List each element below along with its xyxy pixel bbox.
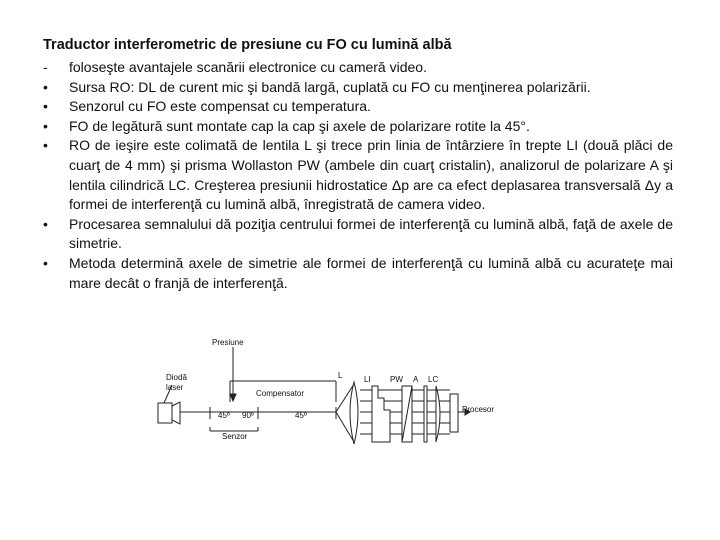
- camera-block: [450, 394, 458, 432]
- analyzer-label: A: [413, 375, 419, 384]
- pressure-arrowhead: [230, 394, 236, 401]
- list-item: [43, 58, 673, 78]
- list-item: [43, 215, 673, 254]
- delay-line-label: LI: [364, 375, 371, 384]
- lens-L-label: L: [338, 371, 343, 380]
- list-item: [43, 136, 673, 214]
- processor-label: Procesor: [462, 405, 495, 414]
- bullet-marker: •: [43, 98, 48, 115]
- delay-line-LI: [372, 386, 390, 442]
- list-item: [43, 254, 673, 293]
- list-item: [43, 117, 673, 137]
- laser-diode-block: [158, 403, 172, 423]
- page-title: Traductor interferometric de presiune cu FO cu lumină albă: [43, 37, 452, 53]
- angle-label-1: 45º: [218, 411, 230, 420]
- list-item-text: FO de legătură sunt montate cap la cap şi axele de polarizare rotite la 45°.: [69, 117, 530, 134]
- list-item-text: foloseşte avantajele scanării electronice cu cameră video.: [69, 59, 427, 75]
- bullet-marker: •: [43, 78, 48, 95]
- analyzer-A: [424, 386, 427, 442]
- laser-diode-taper: [172, 402, 180, 424]
- bullet-marker: •: [43, 215, 48, 232]
- lens-L: [350, 382, 358, 444]
- list-item: [43, 78, 673, 98]
- angle-label-2: 90º: [242, 411, 254, 420]
- list-item: [43, 97, 673, 117]
- list-item-text: Senzorul cu FO este compensat cu temperatura.: [69, 98, 371, 115]
- list-item-text: Procesarea semnalului dă poziţia centrului formei de interferenţă cu lumină albă, faţă de axele de simetrie.: [69, 215, 673, 252]
- laser-label-line1: Diodă: [166, 373, 187, 382]
- sensor-setup-diagram: [150, 330, 520, 450]
- list-item-text: Sursa RO: DL de curent mic şi bandă largă, cuplată cu FO cu menţinerea polarizării.: [69, 78, 591, 95]
- laser-label-line2: laser: [166, 383, 184, 392]
- bullet-marker: •: [43, 117, 48, 134]
- bullet-marker: •: [43, 254, 48, 271]
- list-item-text: Metoda determină axele de simetrie ale formei de interferenţă cu lumină albă cu acurateţe mai mare decât o franjă de interferenţă.: [69, 254, 673, 291]
- sensor-label: Senzor: [222, 432, 248, 441]
- wollaston-label: PW: [390, 375, 403, 384]
- compensator-label: Compensator: [256, 389, 305, 398]
- cylindrical-lens-label: LC: [428, 375, 439, 384]
- bullet-marker: •: [43, 137, 48, 154]
- list-marker: -: [43, 59, 48, 75]
- pressure-label: Presiune: [212, 338, 244, 347]
- list-item-text: RO de ieşire este colimată de lentila L şi trece prin linia de întârziere în trepte LI (două plăci de cuarţ de 4 mm) şi prisma Wollaston PW (ambele din cuarţ cristalin), analizorul de polarizare A şi lentila cilindrică LC. Creşterea presiunii hidrostatice Δp are ca efect deplasarea transversală Δy a formei de interferenţă cu lumină albă, înregistrată de camera video.: [69, 137, 673, 213]
- angle-label-3: 45º: [295, 411, 307, 420]
- bullet-list: [43, 58, 673, 293]
